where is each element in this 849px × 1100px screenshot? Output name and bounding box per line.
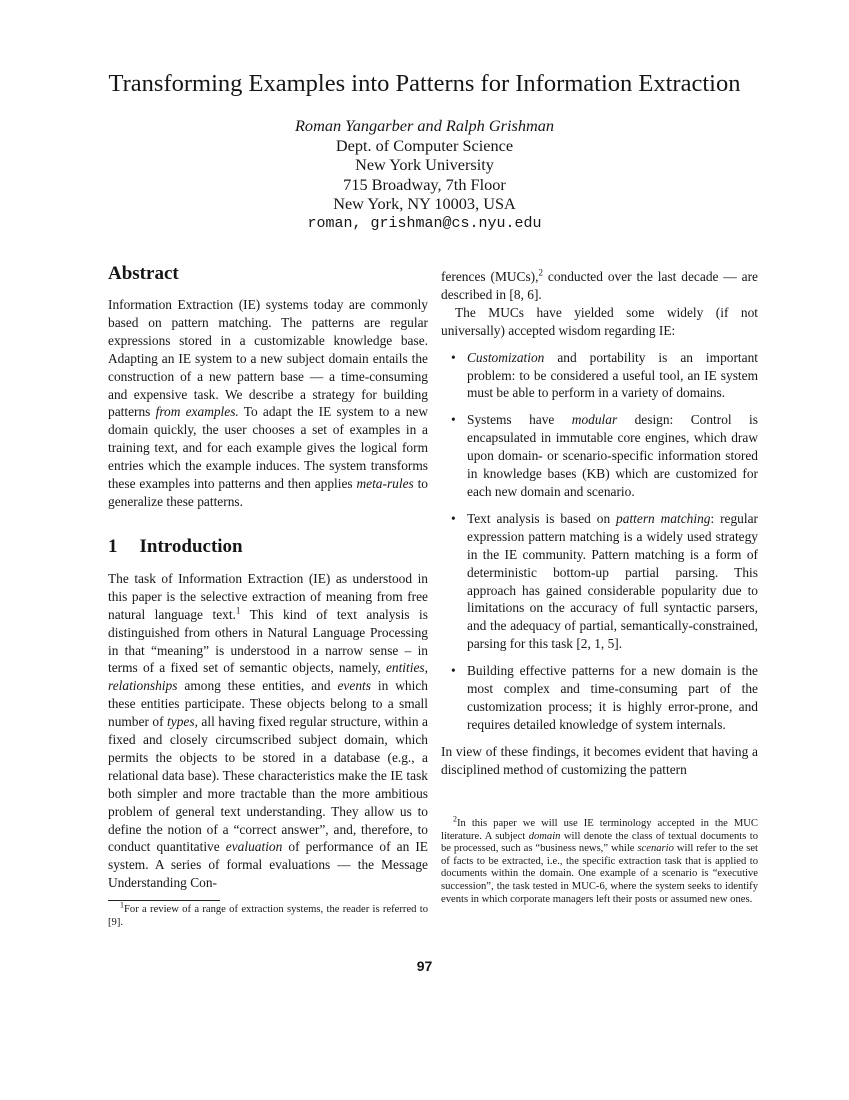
footnote-2: $^2$In this paper we will use IE terminology accepted in the MUC literature. A subject domain will denote the class of textual documents to be processed, such as “business news,” while scenario will refer to the set of facts to be extracted, i.e., the specific extraction task that is applied to documents within the domain. One example of a scenario is “executive succession”, the task tested in MUC-6, where the system seeks to identify events in which corporate managers left their posts or assumed new ones. xyxy=(441,814,758,905)
bullet-icon: • xyxy=(451,412,456,428)
abstract-heading: Abstract xyxy=(108,263,179,284)
list-item: • Customization and portability is an important problem: to be considered a useful tool, an IE system must be able to perform in a variety of domains. xyxy=(451,349,758,401)
section-number: 1 xyxy=(108,535,118,557)
footnote-rule xyxy=(108,900,220,901)
left-column xyxy=(108,263,428,892)
author-dept: Dept. of Computer Science xyxy=(335,135,514,155)
bullet-icon: • xyxy=(451,663,456,679)
introduction-paragraph: The task of Information Extraction (IE) as understood in this paper is the selective extraction of meaning from free natural language text.$^1$ This kind of text analysis is distinguished from others in Natural Language Processing in that “meaning” is understood in a narrow sense – in terms of a fixed set of semantic objects, namely, entities, relationships among these entities, and events in which these entities participate. These objects belong to a small number of types, all having fixed regular structure, within a fixed and closely circumscribed subject domain, which permits the objects to be stored in a database (e.g., a relational data base). These characteristics make the IE task both simpler and more tractable than the more ambitious problem of general text understanding. They allow us to define the notion of a “correct answer”, and, therefore, to conduct quantitative evaluation of performance of an IE system. A series of formal evaluations — the Message Understanding Con- xyxy=(108,570,428,891)
author-names: Roman Yangarber and Ralph Grishman xyxy=(294,116,554,135)
section-title: Introduction xyxy=(139,535,243,557)
footnote-marker: 1 xyxy=(235,605,241,616)
bullet-icon: • xyxy=(451,349,456,365)
footnote-left xyxy=(108,900,428,929)
list-item: • Systems have modular design: Control is encapsulated in immutable core engines, which draw upon domain- or scenario-specific information stored in knowledge bases (KB) which are customized for each new domain and scenario. xyxy=(451,412,758,499)
list-item: • Building effective patterns for a new domain is the most complex and time-consuming part of the customization process; it is highly error-prone, and requires detailed knowledge of system internals. xyxy=(451,663,758,732)
right-column xyxy=(441,268,758,779)
section-heading-introduction xyxy=(108,536,428,558)
paper-title: Transforming Examples into Patterns for Information Extraction xyxy=(108,70,741,97)
page-number: 97 xyxy=(416,958,433,974)
footnote-1: $^1$For a review of a range of extraction systems, the reader is referred to [9]. xyxy=(108,900,428,928)
intro-continued: ferences (MUCs),$^2$ conducted over the last decade — are described in [8, 6]. xyxy=(441,267,759,302)
author-university: New York University xyxy=(355,155,494,175)
abstract-text: Information Extraction (IE) systems today are commonly based on pattern matching. The patterns are regular expressions stored in a customizable knowledge base. Adapting an IE system to a new subject domain entails the construction of a new pattern base — a time-consuming and expensive task. We describe a strategy for building patterns from examples. To adapt the IE system to a new domain quickly, the user chooses a set of examples in a training text, and for each example gives the logical form entries which the example induces. The system transforms these examples into patterns and then applies meta-rules to generalize these patterns. xyxy=(108,297,428,509)
author-city: New York, NY 10003, USA xyxy=(333,194,516,214)
author-block xyxy=(0,116,849,234)
author-street: 715 Broadway, 7th Floor xyxy=(343,174,506,194)
findings-paragraph: In view of these findings, it becomes evident that having a disciplined method of customizing the pattern xyxy=(441,743,758,777)
wisdom-list xyxy=(441,349,758,734)
list-item: • Text analysis is based on pattern matching: regular expression pattern matching is a widely used strategy in the IE community. Pattern matching is a form of deterministic bottom-up partial parsing. This approach has gained considerable popularity due to limitations on the accuracy of full syntactic parsers, and the adequacy of partial, semantically-constrained, parsing for this task [2, 1, 5]. xyxy=(451,510,759,652)
footnote-marker: 2 xyxy=(538,267,543,278)
muc-paragraph: The MUCs have yielded some widely (if not universally) accepted wisdom regarding IE: xyxy=(441,304,758,338)
author-email: roman, grishman@cs.nyu.edu xyxy=(307,214,542,232)
bullet-icon: • xyxy=(451,510,456,526)
footnote-right xyxy=(441,814,758,906)
